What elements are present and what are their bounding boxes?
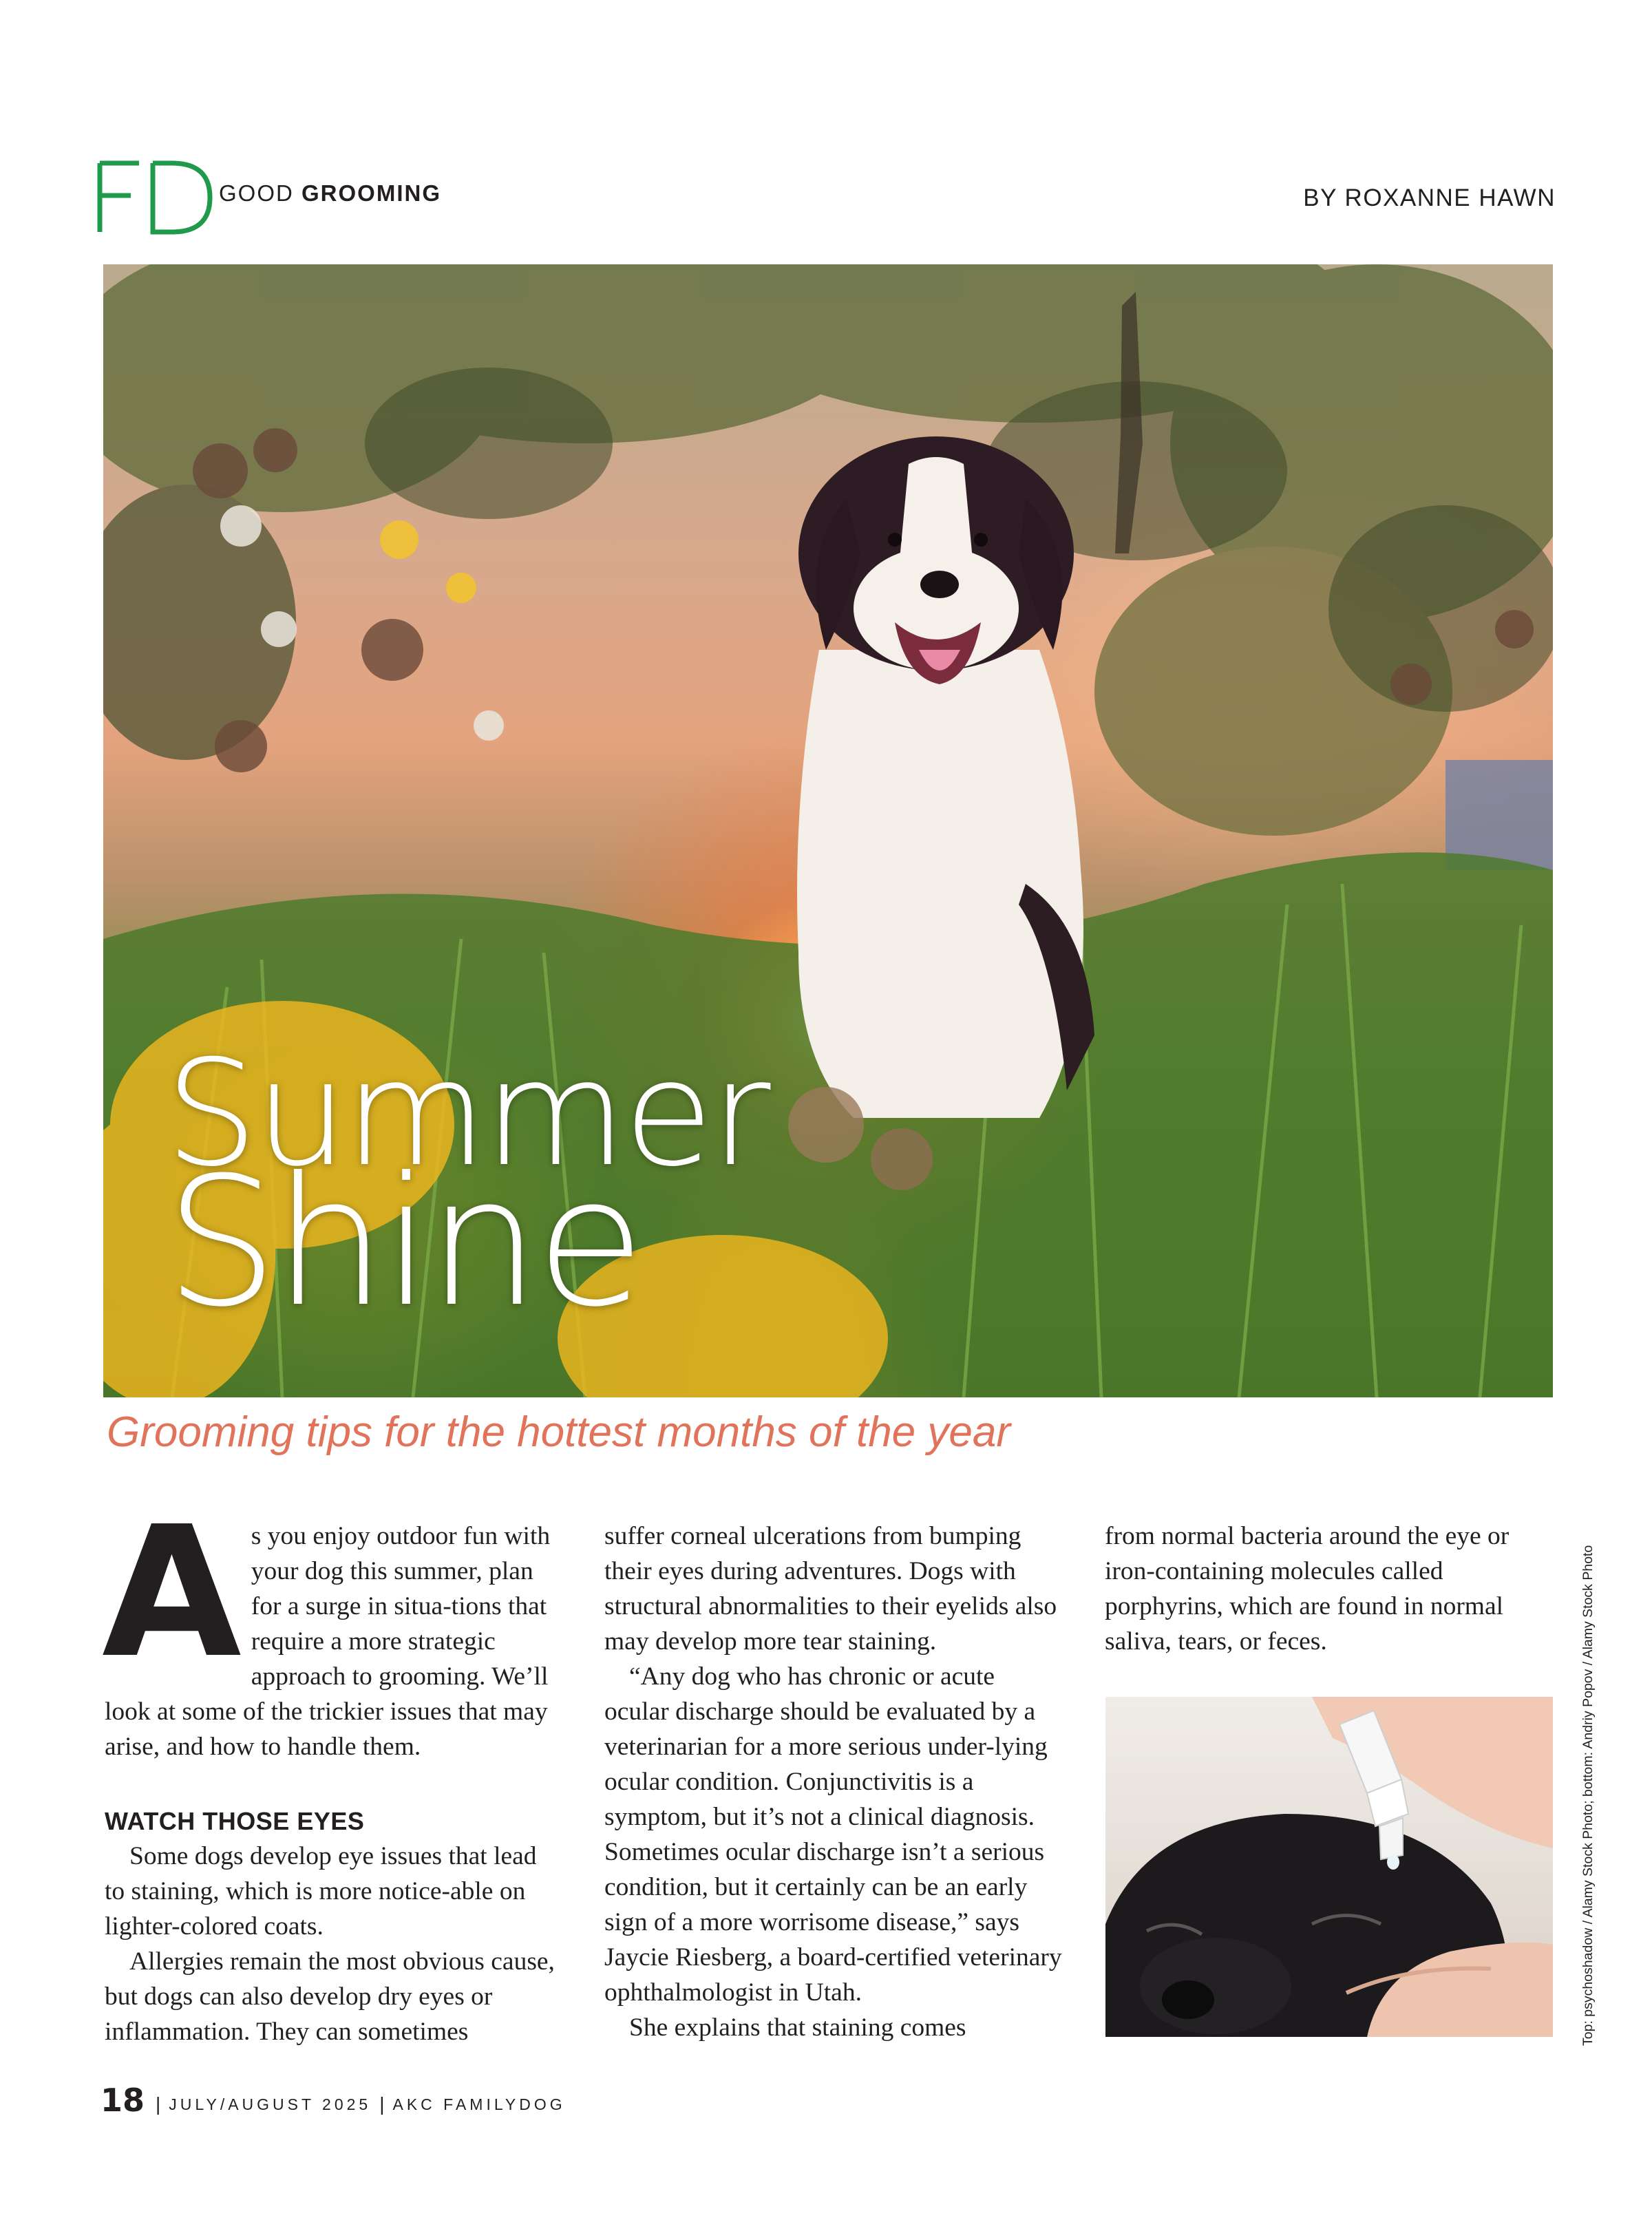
paragraph: Allergies remain the most obvious cause, but dogs can also develop dry eyes or inflammation. They can sometimes — [105, 1947, 555, 2046]
magazine-name: AKC FAMILYDOG — [392, 2095, 566, 2113]
page-number: 18 — [100, 2082, 145, 2119]
section-heading: WATCH THOSE EYES — [105, 1807, 365, 1835]
paragraph: suffer corneal ulcerations from bumping their eyes during adventures. Dogs with structural abnormalities to their eyelids also may develop more tear staining. — [604, 1522, 1057, 1656]
headline-shine: Shine — [165, 1139, 642, 1346]
paragraph: from normal bacteria around the eye or iron-containing molecules called porphyrins, which are found in normal saliva, tears, or feces. — [1105, 1522, 1510, 1656]
paragraph: She explains that staining comes — [629, 2013, 966, 2042]
article-subhead: Grooming tips for the hottest months of the year — [107, 1408, 1010, 1456]
article-column-3 — [1105, 1519, 1552, 1659]
photo-eye-drops-on-dog — [1105, 1697, 1553, 2037]
hero-photo-dog-in-meadow — [103, 264, 1553, 1397]
headline-summer: Summer — [165, 1028, 768, 1198]
byline: BY ROXANNE HAWN — [1303, 184, 1556, 211]
dropcap-letter: A — [102, 1488, 242, 1698]
lead-paragraph: s you enjoy outdoor fun with your dog this summer, plan for a surge in situa-tions that require a more strategic approach to grooming. We’ll look at some of the trickier issues that may arise, and how to handle them. — [105, 1522, 551, 1761]
section-label: GOOD GROOMING — [219, 180, 442, 206]
footer-issue-line: | JULY/AUGUST 2025 | AKC FAMILYDOG — [156, 2093, 566, 2115]
family-dog-logo — [96, 160, 213, 235]
article-column-2 — [604, 1519, 1063, 2045]
photo-credit: Top: psychoshadow / Alamy Stock Photo; bottom: Andriy Popov / Alamy Stock Photo — [1580, 1545, 1596, 2046]
paragraph: Some dogs develop eye issues that lead to staining, which is more notice-able on lighter-colored coats. — [105, 1842, 537, 1941]
quote-paragraph: “Any dog who has chronic or acute ocular discharge should be evaluated by a veterinarian for a more serious under-lying ocular condition. Conjunctivitis is a symptom, but it’s not a clinical diagnosis. Sometimes ocular discharge isn’t a serious condition, but it certainly can be an early sign of a more worrisome disease,” says Jaycie Riesberg, a board-certified veterinary ophthalmologist in Utah. — [604, 1662, 1062, 2007]
article-column-1 — [102, 1488, 563, 2049]
issue-date: JULY/AUGUST 2025 — [169, 2095, 372, 2113]
